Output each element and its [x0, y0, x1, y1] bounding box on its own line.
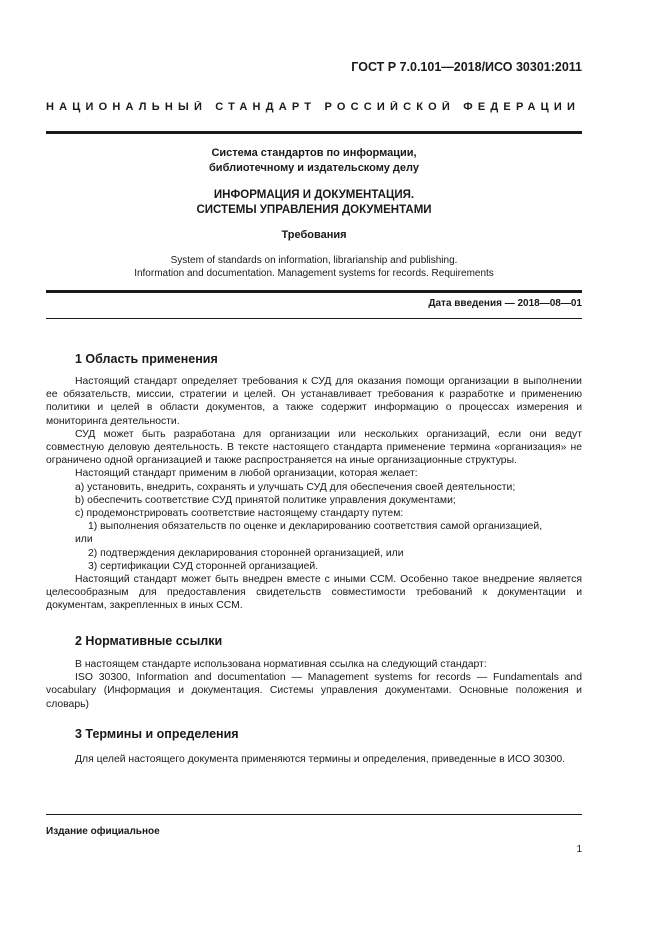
english-title-line-1: System of standards on information, librarianship and publishing.	[170, 255, 458, 266]
list-item-c: c) продемонстрировать соответствие настоящему стандарту путем:	[75, 508, 404, 520]
section-1-title: 1 Область применения	[75, 352, 218, 366]
introduction-date: Дата введения — 2018—08—01	[428, 298, 582, 309]
english-title	[46, 254, 582, 280]
section-3-paragraph-1: Для целей настоящего документа применяются термины и определения, приведенные в ИСО 30300.	[75, 754, 566, 765]
section-1-body	[46, 375, 582, 613]
footer-divider	[46, 814, 582, 815]
main-title	[46, 188, 582, 218]
list-item-c2: 2) подтверждения декларирования сторонней организацией, или	[88, 547, 404, 559]
main-title-line-2: СИСТЕМЫ УПРАВЛЕНИЯ ДОКУМЕНТАМИ	[196, 204, 432, 216]
date-divider	[46, 318, 582, 319]
section-3-body	[46, 753, 582, 766]
list-item-c1: 1) выполнения обязательств по оценке и декларированию соответствия самой организацией,	[88, 521, 543, 533]
document-id: ГОСТ Р 7.0.101—2018/ИСО 30301:2011	[351, 60, 582, 74]
section-2-paragraph-2: ISO 30300, Information and documentation — Management systems for records — Fundamentals and vocabulary (Информация и документация. Системы управления документами. Основные положения и словарь)	[46, 672, 582, 710]
national-standard-heading: НАЦИОНАЛЬНЫЙ СТАНДАРТ РОССИЙСКОЙ ФЕДЕРАЦИИ	[46, 101, 581, 113]
section-2-paragraph-1: В настоящем стандарте использована нормативная ссылка на следующий стандарт:	[75, 659, 487, 670]
series-line-2: библиотечному и издательскому делу	[209, 162, 419, 174]
title-divider	[46, 290, 582, 293]
page-number: 1	[576, 844, 582, 855]
section-1-paragraph-2: СУД может быть разработана для организации или нескольких организаций, если они ведут совместную деловую деятельность. В тексте настоящего стандарта применение термина «организация» не ограничено одной организацией и также распространяется на иные организационные структуры.	[46, 428, 582, 467]
section-2-title: 2 Нормативные ссылки	[75, 634, 223, 648]
section-1-paragraph-1: Настоящий стандарт определяет требования к СУД для оказания помощи организации в выполнении ее обязательств, миссии, стратегии и целей. Он устанавливает требования к разработке и применению политики и целей в области документов, а также содержит информацию о процессах измерения и мониторинга деятельности.	[46, 376, 582, 427]
list-item-b: b) обеспечить соответствие СУД принятой политике управления документами;	[75, 494, 456, 506]
series-title	[46, 146, 582, 176]
main-title-line-1: ИНФОРМАЦИЯ И ДОКУМЕНТАЦИЯ.	[213, 189, 415, 201]
official-edition-label: Издание официальное	[46, 826, 160, 837]
section-2-body	[46, 658, 582, 711]
english-title-line-2: Information and documentation. Management systems for records. Requirements	[134, 268, 494, 279]
list-item-c3: 3) сертификации СУД сторонней организацией.	[88, 560, 319, 572]
series-line-1: Система стандартов по информации,	[211, 147, 417, 159]
section-1-paragraph-4: Настоящий стандарт может быть внедрен вместе с иными ССМ. Особенно такое внедрение является целесообразным для предоставления свидетельств совместимости требований к документации и документам, закрепленных в иных ССМ.	[46, 574, 582, 612]
list-or-word: или	[75, 534, 93, 546]
header-divider	[46, 131, 582, 134]
list-item-a: a) установить, внедрить, сохранять и улучшать СУД для обеспечения своей деятельности;	[75, 481, 516, 493]
section-1-paragraph-3: Настоящий стандарт применим в любой организации, которая желает:	[75, 468, 418, 480]
subtitle: Требования	[281, 229, 347, 241]
section-3-title: 3 Термины и определения	[75, 727, 239, 741]
